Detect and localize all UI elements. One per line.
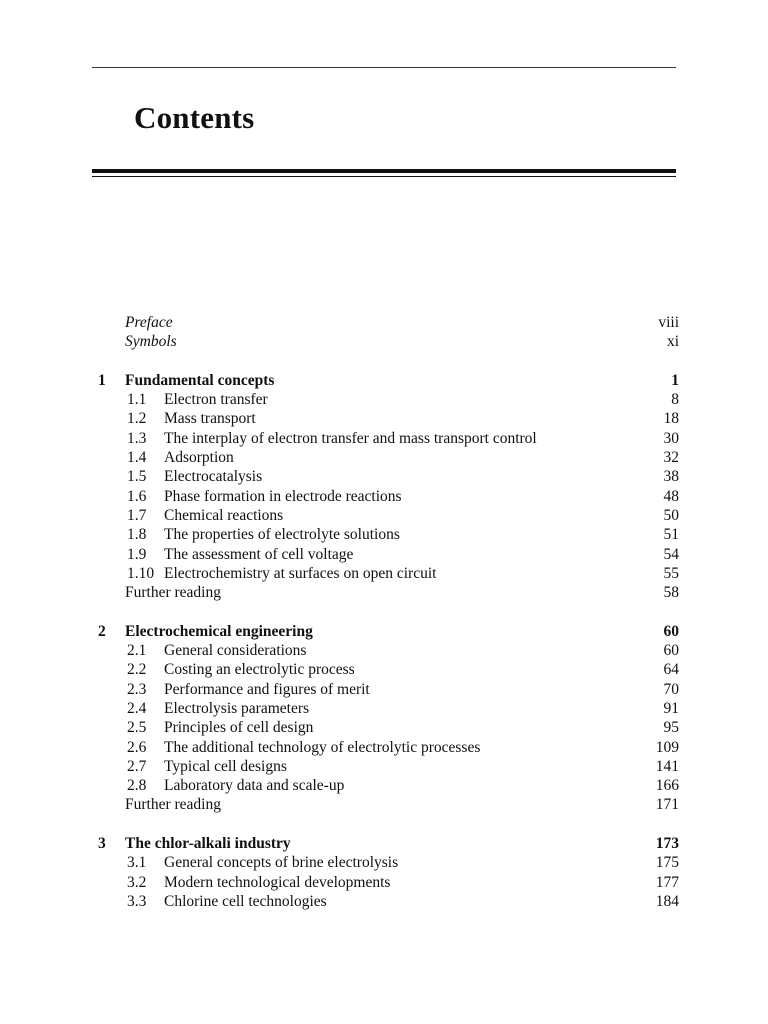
- spacer: [92, 815, 679, 834]
- section-number: 1.3: [127, 429, 147, 447]
- section-title: Modern technological developments: [164, 873, 391, 891]
- section-entry: [92, 757, 679, 776]
- section-title: The properties of electrolyte solutions: [164, 526, 400, 544]
- section-title: Chemical reactions: [164, 506, 284, 524]
- further-reading-entry: [92, 795, 679, 814]
- page-number: 38: [663, 468, 679, 486]
- section-title: Phase formation in electrode reactions: [164, 487, 402, 505]
- section-title: General concepts of brine electrolysis: [164, 854, 399, 872]
- section-number: 2.6: [127, 738, 147, 756]
- section-title: Principles of cell design: [164, 719, 314, 737]
- section-number: 3.2: [127, 873, 147, 891]
- section-entry: [92, 390, 679, 409]
- page-number: 54: [663, 545, 679, 563]
- section-title: Chlorine cell technologies: [164, 892, 327, 910]
- page-number: 55: [663, 564, 679, 582]
- section-entry: [92, 641, 679, 660]
- chapter-number: 1: [98, 371, 106, 389]
- page-number: xi: [666, 333, 679, 351]
- section-number: 1.7: [127, 506, 147, 524]
- section-number: 2.5: [127, 719, 147, 737]
- further-reading-label: Further reading: [125, 796, 221, 814]
- section-title: The assessment of cell voltage: [164, 545, 354, 563]
- section-entry: [92, 467, 679, 486]
- section-number: 1.8: [127, 526, 147, 544]
- section-title: Electrolysis parameters: [164, 699, 310, 717]
- page-number: 48: [663, 487, 679, 505]
- front-matter-entry: [92, 313, 679, 332]
- page-title: Contents: [134, 100, 255, 135]
- page-number: 70: [663, 680, 679, 698]
- page-number: 91: [663, 699, 679, 717]
- section-title: The interplay of electron transfer and mass transport control: [164, 429, 537, 447]
- section-entry: [92, 738, 679, 757]
- page-number: 8: [671, 391, 679, 409]
- section-number: 2.1: [127, 642, 147, 660]
- page-number: 184: [655, 892, 679, 910]
- section-title: Adsorption: [164, 449, 234, 467]
- chapter-number: 3: [98, 835, 106, 853]
- chapter-page-number: 173: [655, 835, 679, 853]
- page-number: 166: [655, 777, 679, 795]
- section-title: General considerations: [164, 642, 307, 660]
- page-number: 175: [655, 854, 679, 872]
- page-number: 95: [663, 719, 679, 737]
- page-number: 51: [663, 526, 679, 544]
- section-number: 1.10: [127, 564, 155, 582]
- further-reading-entry: [92, 583, 679, 602]
- spacer: [92, 602, 679, 621]
- chapter-page-number: 60: [663, 622, 679, 640]
- section-entry: [92, 873, 679, 892]
- title-rule-thin: [92, 176, 676, 177]
- chapter-entry: [92, 371, 679, 390]
- section-number: 3.1: [127, 854, 147, 872]
- section-entry: [92, 564, 679, 583]
- spacer: [92, 352, 679, 371]
- section-entry: [92, 660, 679, 679]
- page-number: 18: [663, 410, 679, 428]
- section-entry: [92, 699, 679, 718]
- section-entry: [92, 525, 679, 544]
- front-matter-title: Symbols: [125, 333, 177, 351]
- section-number: 1.6: [127, 487, 147, 505]
- section-title: The additional technology of electrolytic processes: [164, 738, 481, 756]
- section-entry: [92, 545, 679, 564]
- section-entry: [92, 409, 679, 428]
- section-number: 3.3: [127, 892, 147, 910]
- page-number: 30: [663, 429, 679, 447]
- section-number: 2.8: [127, 777, 147, 795]
- page-number: 60: [663, 642, 679, 660]
- chapter-number: 2: [98, 622, 106, 640]
- page-number: 141: [655, 757, 679, 775]
- section-number: 2.2: [127, 661, 147, 679]
- chapter-entry: [92, 834, 679, 853]
- top-rule: [92, 67, 676, 68]
- page-number: 58: [663, 584, 679, 602]
- chapter-title: Electrochemical engineering: [125, 622, 313, 640]
- section-entry: [92, 487, 679, 506]
- further-reading-label: Further reading: [125, 584, 221, 602]
- front-matter-title: Preface: [125, 314, 173, 331]
- section-entry: [92, 429, 679, 448]
- section-title: Performance and figures of merit: [164, 680, 370, 698]
- chapter-title: Fundamental concepts: [125, 371, 275, 389]
- page-number: 109: [655, 738, 679, 756]
- section-number: 1.2: [127, 410, 147, 428]
- section-number: 1.9: [127, 545, 147, 563]
- section-entry: [92, 506, 679, 525]
- section-number: 1.4: [127, 449, 147, 467]
- section-entry: [92, 853, 679, 872]
- section-title: Mass transport: [164, 410, 256, 428]
- section-entry: [92, 718, 679, 737]
- title-rule-thick: [92, 169, 676, 173]
- section-number: 2.7: [127, 757, 147, 775]
- page-number: viii: [658, 314, 679, 331]
- chapter-title: The chlor-alkali industry: [125, 835, 291, 853]
- section-number: 1.5: [127, 468, 147, 486]
- page-number: 177: [655, 873, 679, 891]
- section-entry: [92, 448, 679, 467]
- page-number: 50: [663, 506, 679, 524]
- section-entry: [92, 776, 679, 795]
- section-title: Laboratory data and scale-up: [164, 777, 345, 795]
- page-number: 32: [663, 449, 679, 467]
- section-number: 2.3: [127, 680, 147, 698]
- section-entry: [92, 680, 679, 699]
- page-number: 64: [663, 661, 679, 679]
- section-title: Electron transfer: [164, 391, 268, 409]
- section-number: 2.4: [127, 699, 147, 717]
- section-title: Electrocatalysis: [164, 468, 263, 486]
- chapter-entry: [92, 622, 679, 641]
- section-entry: [92, 892, 679, 911]
- section-title: Typical cell designs: [164, 757, 287, 775]
- section-title: Electrochemistry at surfaces on open circuit: [164, 564, 437, 582]
- section-number: 1.1: [127, 391, 147, 409]
- chapter-page-number: 1: [671, 371, 679, 389]
- table-of-contents: [92, 313, 679, 911]
- section-title: Costing an electrolytic process: [164, 661, 355, 679]
- page-number: 171: [655, 796, 679, 814]
- front-matter-entry: [92, 332, 679, 351]
